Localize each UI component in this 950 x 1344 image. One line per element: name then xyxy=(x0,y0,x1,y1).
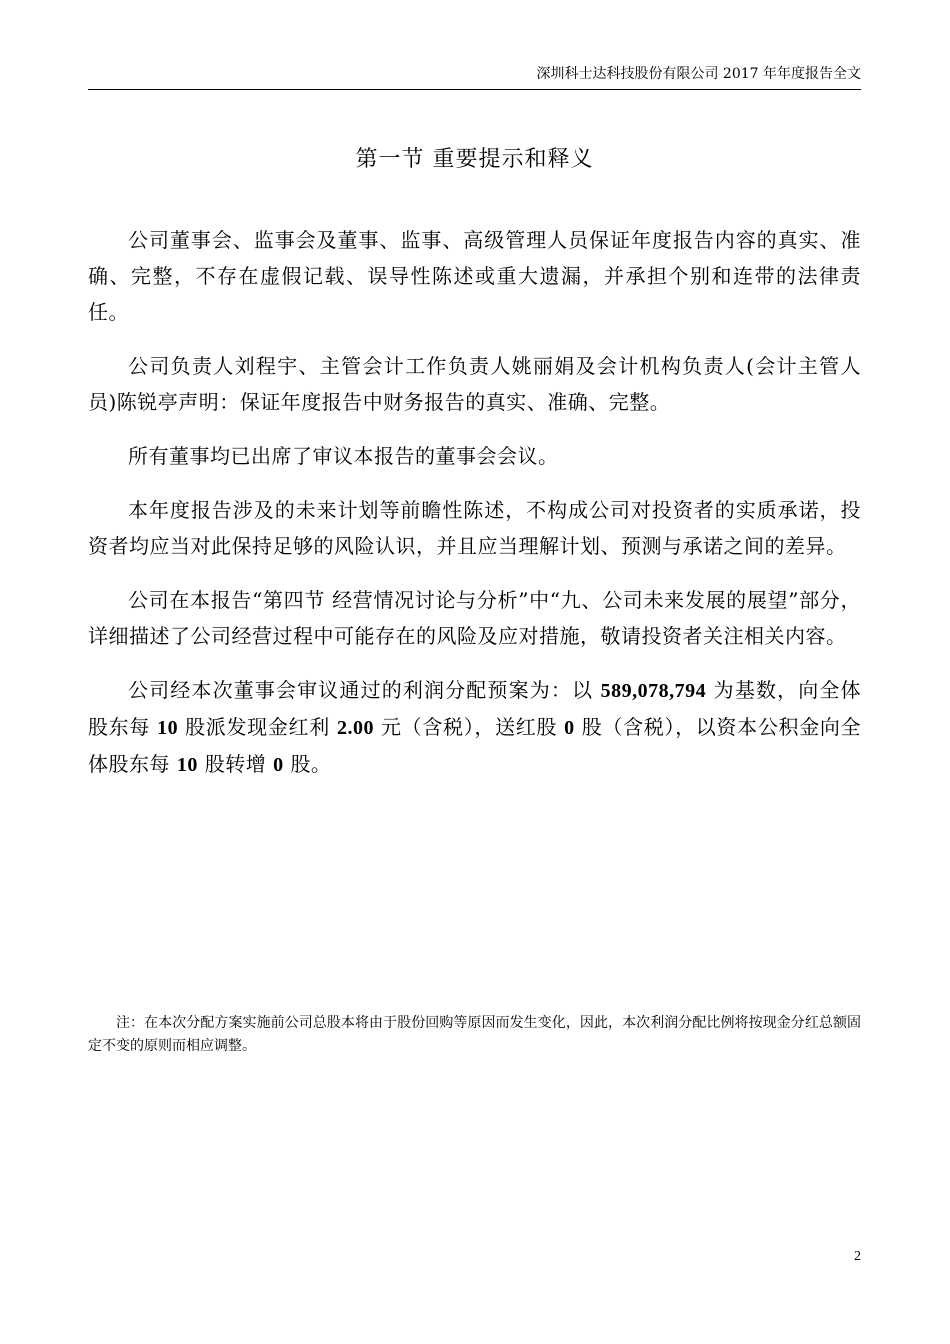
dividend-text: 股转增 xyxy=(204,752,267,776)
paragraph-board-guarantee: 公司董事会、监事会及董事、监事、高级管理人员保证年度报告内容的真实、准确、完整，不存在虚假记载、误导性陈述或重大遗漏，并承担个别和连带的法律责任。 xyxy=(88,228,861,324)
paragraph-forward-looking: 本年度报告涉及的未来计划等前瞻性陈述，不构成公司对投资者的实质承诺，投资者均应当对此保持足够的风险认识，并且应当理解计划、预测与承诺之间的差异。 xyxy=(88,498,861,558)
dividend-base-shares: 589,078,794 xyxy=(600,680,707,702)
body-text xyxy=(88,222,861,801)
dividend-per-shares: 10 xyxy=(176,754,198,776)
dividend-text: 公司经本次董事会审议通过的利润分配预案为：以 xyxy=(128,678,594,702)
paragraph-risk-reference: 公司在本报告“第四节 经营情况讨论与分析”中“九、公司未来发展的展望”部分，详细描述了公司经营过程中可能存在的风险及应对措施，敬请投资者关注相关内容。 xyxy=(88,588,861,648)
dividend-per-shares: 10 xyxy=(157,717,179,739)
dividend-text: 股。 xyxy=(290,752,332,776)
dividend-cash-amount: 2.00 xyxy=(336,717,374,739)
page-header xyxy=(88,64,861,90)
header-text: 深圳科士达科技股份有限公司 2017 年年度报告全文 xyxy=(536,66,861,82)
dividend-text: 元（含税），送红股 xyxy=(381,715,558,739)
paragraph-dividend-plan xyxy=(88,672,861,783)
section-title: 第一节 重要提示和释义 xyxy=(355,147,594,172)
paragraph-attendance: 所有董事均已出席了审议本报告的董事会会议。 xyxy=(128,444,559,468)
dividend-transfer-shares: 0 xyxy=(273,754,284,776)
dividend-text: 股派发现金红利 xyxy=(185,715,330,739)
footnote: 注：在本次分配方案实施前公司总股本将由于股份回购等原因而发生变化，因此，本次利润分配比例将按现金分红总额固定不变的原则而相应调整。 xyxy=(88,1015,861,1054)
paragraph-financial-statement: 公司负责人刘程宇、主管会计工作负责人姚丽娟及会计机构负责人(会计主管人员)陈锐亭声明：保证年度报告中财务报告的真实、准确、完整。 xyxy=(88,354,861,414)
dividend-text: 股（含税），以资本公积金向全体股东每 xyxy=(88,715,862,776)
dividend-bonus-shares: 0 xyxy=(564,717,575,739)
page-number: 2 xyxy=(854,1249,861,1264)
dividend-text: 为基数，向全体股东每 xyxy=(88,678,862,739)
